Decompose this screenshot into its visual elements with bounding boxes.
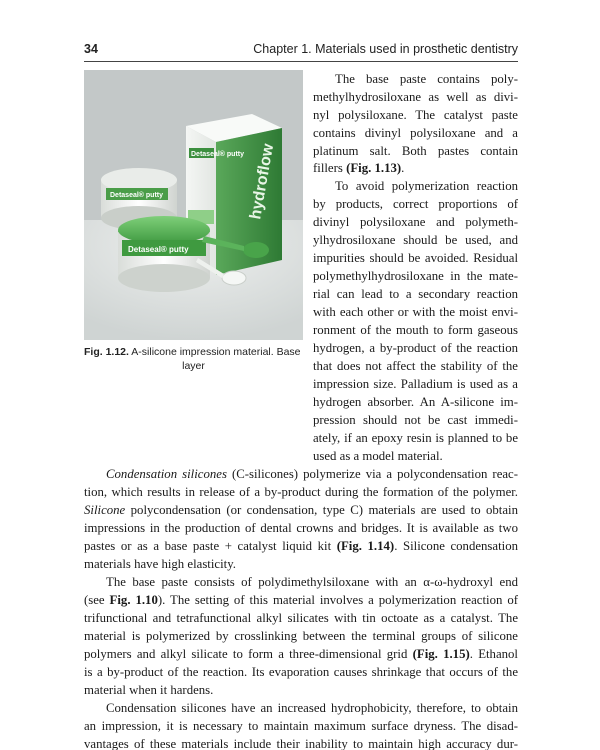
text-line: hydrogen absorber. An A-silicone im- [313, 395, 518, 409]
text-line: nyl polysiloxane. The catalyst paste [313, 108, 518, 122]
running-header [84, 42, 518, 60]
text-line: rial can lead to a secondary reaction [313, 287, 518, 301]
text-line: The base paste contains poly- [335, 72, 518, 86]
caption-line: layer [182, 360, 205, 372]
text-line: ylhydrosiloxane should be used, and [313, 233, 518, 247]
text-line: pastes or as a base paste + catalyst liquid kit (Fig. 1.14). Silicone condensation [84, 539, 518, 553]
text-line: To avoid polymerization reaction [335, 179, 518, 193]
text-line: (see Fig. 1.10). The setting of this material involves a polymerization reaction of [84, 593, 518, 607]
text-line: polymers and alkyl silicate to form a three-dimensional grid (Fig. 1.15). Ethanol [84, 647, 518, 661]
text-line: vantages of these materials include their inability to maintain high accuracy dur- [84, 737, 518, 750]
text-line: with each other or with the moist envi- [313, 305, 518, 319]
text-line: Condensation silicones (C-silicones) polymerize via a polycondensation reac- [106, 467, 518, 481]
front-jar [118, 216, 210, 292]
text-line: Silicone polycondensation (or condensation, type C) materials are used to obtain [84, 503, 518, 517]
figure-reference: (Fig. 1.14) [336, 539, 395, 553]
text-line: an impression, it is necessary to maintain maximum surface dryness. The disad- [84, 719, 518, 733]
text-line: that does not affect the stability of the [313, 359, 518, 373]
front-jar-label: Detaseal® putty [128, 245, 189, 254]
text-line: Condensation silicones have an increased hydrophobicity, therefore, to obtain [106, 701, 518, 715]
caption-line: Fig. 1.12. A-silicone impression material. Base [84, 346, 301, 358]
text-line: impurities should be avoided. Residual [313, 251, 518, 265]
italic-term: Condensation silicones [106, 467, 227, 481]
text-line: contains divinyl polysiloxane and a [313, 126, 518, 140]
text-line: trifunctional and tetrafunctional alkyl silicates with tin octoate as a catalyst. The [84, 611, 518, 625]
header-rule [84, 61, 518, 62]
page-number: 34 [84, 42, 98, 56]
text-line: material when it hardens. [84, 683, 214, 697]
text-line: ronment of the mouth to form gaseous [313, 323, 518, 337]
box-brand-label: Detaseal® putty [191, 151, 245, 158]
text-line: The base paste consists of polydimethylsiloxane with an α-ω-hydroxyl end [106, 575, 518, 589]
italic-term: Silicone [84, 503, 126, 517]
text-line: divinyl polysiloxane and polymeth- [313, 215, 518, 229]
text-line: tion, which results in release of a by-product during the formation of the polymer. [84, 485, 518, 499]
text-line: polymethylhydrosiloxane in the mate- [313, 269, 518, 283]
figure-reference: (Fig. 1.13) [346, 161, 402, 175]
text-line: pression should not be cast immedi- [313, 413, 518, 427]
text-line: fillers (Fig. 1.13). [313, 161, 405, 175]
product-illustration [84, 70, 303, 340]
figure-reference: (Fig. 1.15) [412, 647, 470, 661]
text-line: platinum salt. Both pastes contain [313, 144, 518, 158]
caption-figure-number: Fig. 1.12. [84, 346, 129, 358]
text-line: ately, if an epoxy resin is planned to be [313, 431, 518, 445]
figure-reference: Fig. 1.10 [109, 593, 158, 607]
back-jar-label: Detaseal® putty [110, 192, 164, 199]
text-line: impressions in the production of dental crowns and bridges. It is available as two [84, 521, 518, 535]
text-line: material is polymerized by crosslinking between the terminal groups of silicone [84, 629, 518, 643]
chapter-title: Chapter 1. Materials used in prosthetic dentistry [253, 42, 518, 56]
text-line: hydrogen, a by-product of the reaction [313, 341, 518, 355]
box-side-label: hydroflow [247, 142, 278, 221]
figure-photo [84, 70, 303, 340]
figure-caption [84, 345, 303, 373]
text-line: methylhydrosiloxane as well as divi- [313, 90, 518, 104]
text-line: used as a model material. [313, 449, 443, 463]
text-line: by products, correct proportions of [313, 197, 518, 211]
text-line: materials have high elasticity. [84, 557, 236, 571]
text-line: is a by-product of the reaction. Its evaporation causes shrinkage that occurs of the [84, 665, 518, 679]
text-line: impression size. Palladium is used as a [313, 377, 518, 391]
